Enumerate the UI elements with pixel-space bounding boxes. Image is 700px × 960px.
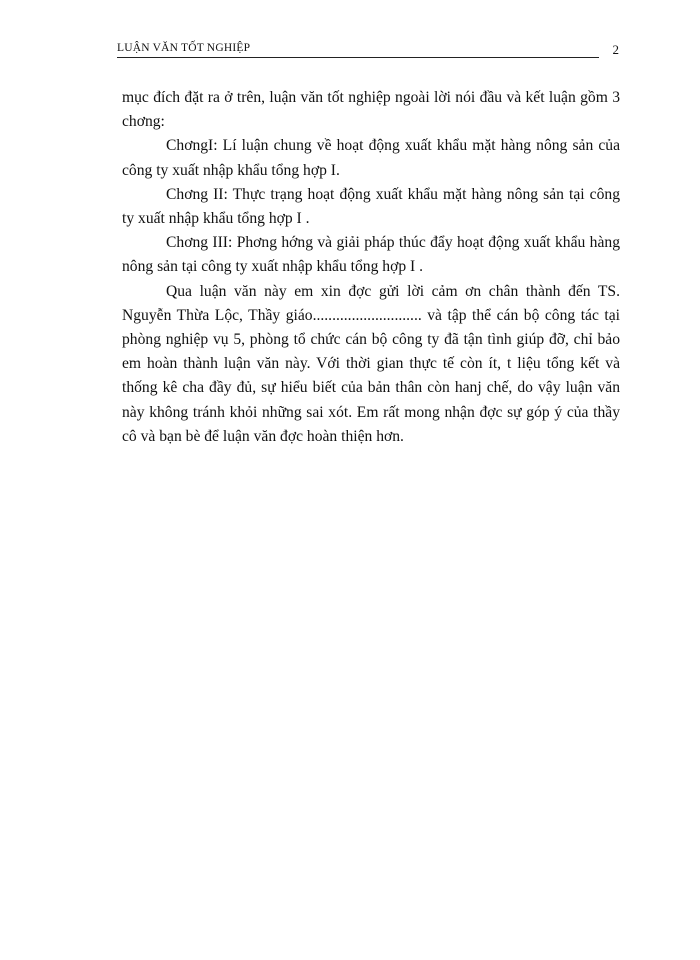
page-number: 2: [612, 42, 619, 57]
paragraph-acknowledgement: Qua luận văn này em xin đợc gửi lời cảm ơn chân thành đến TS. Nguyễn Thừa Lộc, Thầy giáo............................ và tập thể cán bộ công tác tại phòng nghiệp vụ 5, phòng tổ chức cán bộ công ty đã tận tình giúp đỡ, chỉ bảo em hoàn thành luận văn này. Với thời gian thực tế còn ít, t liệu tổng kết và thống kê cha đầy đủ, sự hiểu biết của bản thân còn hanj chế, do vậy luận văn này không tránh khỏi những sai xót. Em rất mong nhận đợc sự góp ý của thầy cô và bạn bè để luận văn đợc hoàn thiện hơn.: [122, 282, 620, 445]
paragraph-chapter-3: Chơng III: Phơng hớng và giải pháp thúc đẩy hoạt động xuất khẩu hàng nông sản tại công ty xuất nhập khẩu tổng hợp I .: [122, 234, 620, 276]
paragraph-continuation: mục đích đặt ra ở trên, luận văn tốt nghiệp ngoài lời nói đầu và kết luận gồm 3 chơng:: [122, 89, 620, 131]
header-title: LUẬN VĂN TỐT NGHIỆP: [117, 42, 251, 54]
document-body: [122, 86, 620, 449]
paragraph-chapter-2: Chơng II: Thực trạng hoạt động xuất khẩu mặt hàng nông sản tại công ty xuất nhập khẩu tổng hợp I .: [122, 185, 620, 228]
page-header: [117, 42, 625, 64]
paragraph-chapter-1: ChơngI: Lí luận chung về hoạt động xuất khẩu mặt hàng nông sản của công ty xuất nhập khẩu tổng hợp I.: [122, 137, 620, 179]
header-rule: [117, 57, 599, 58]
